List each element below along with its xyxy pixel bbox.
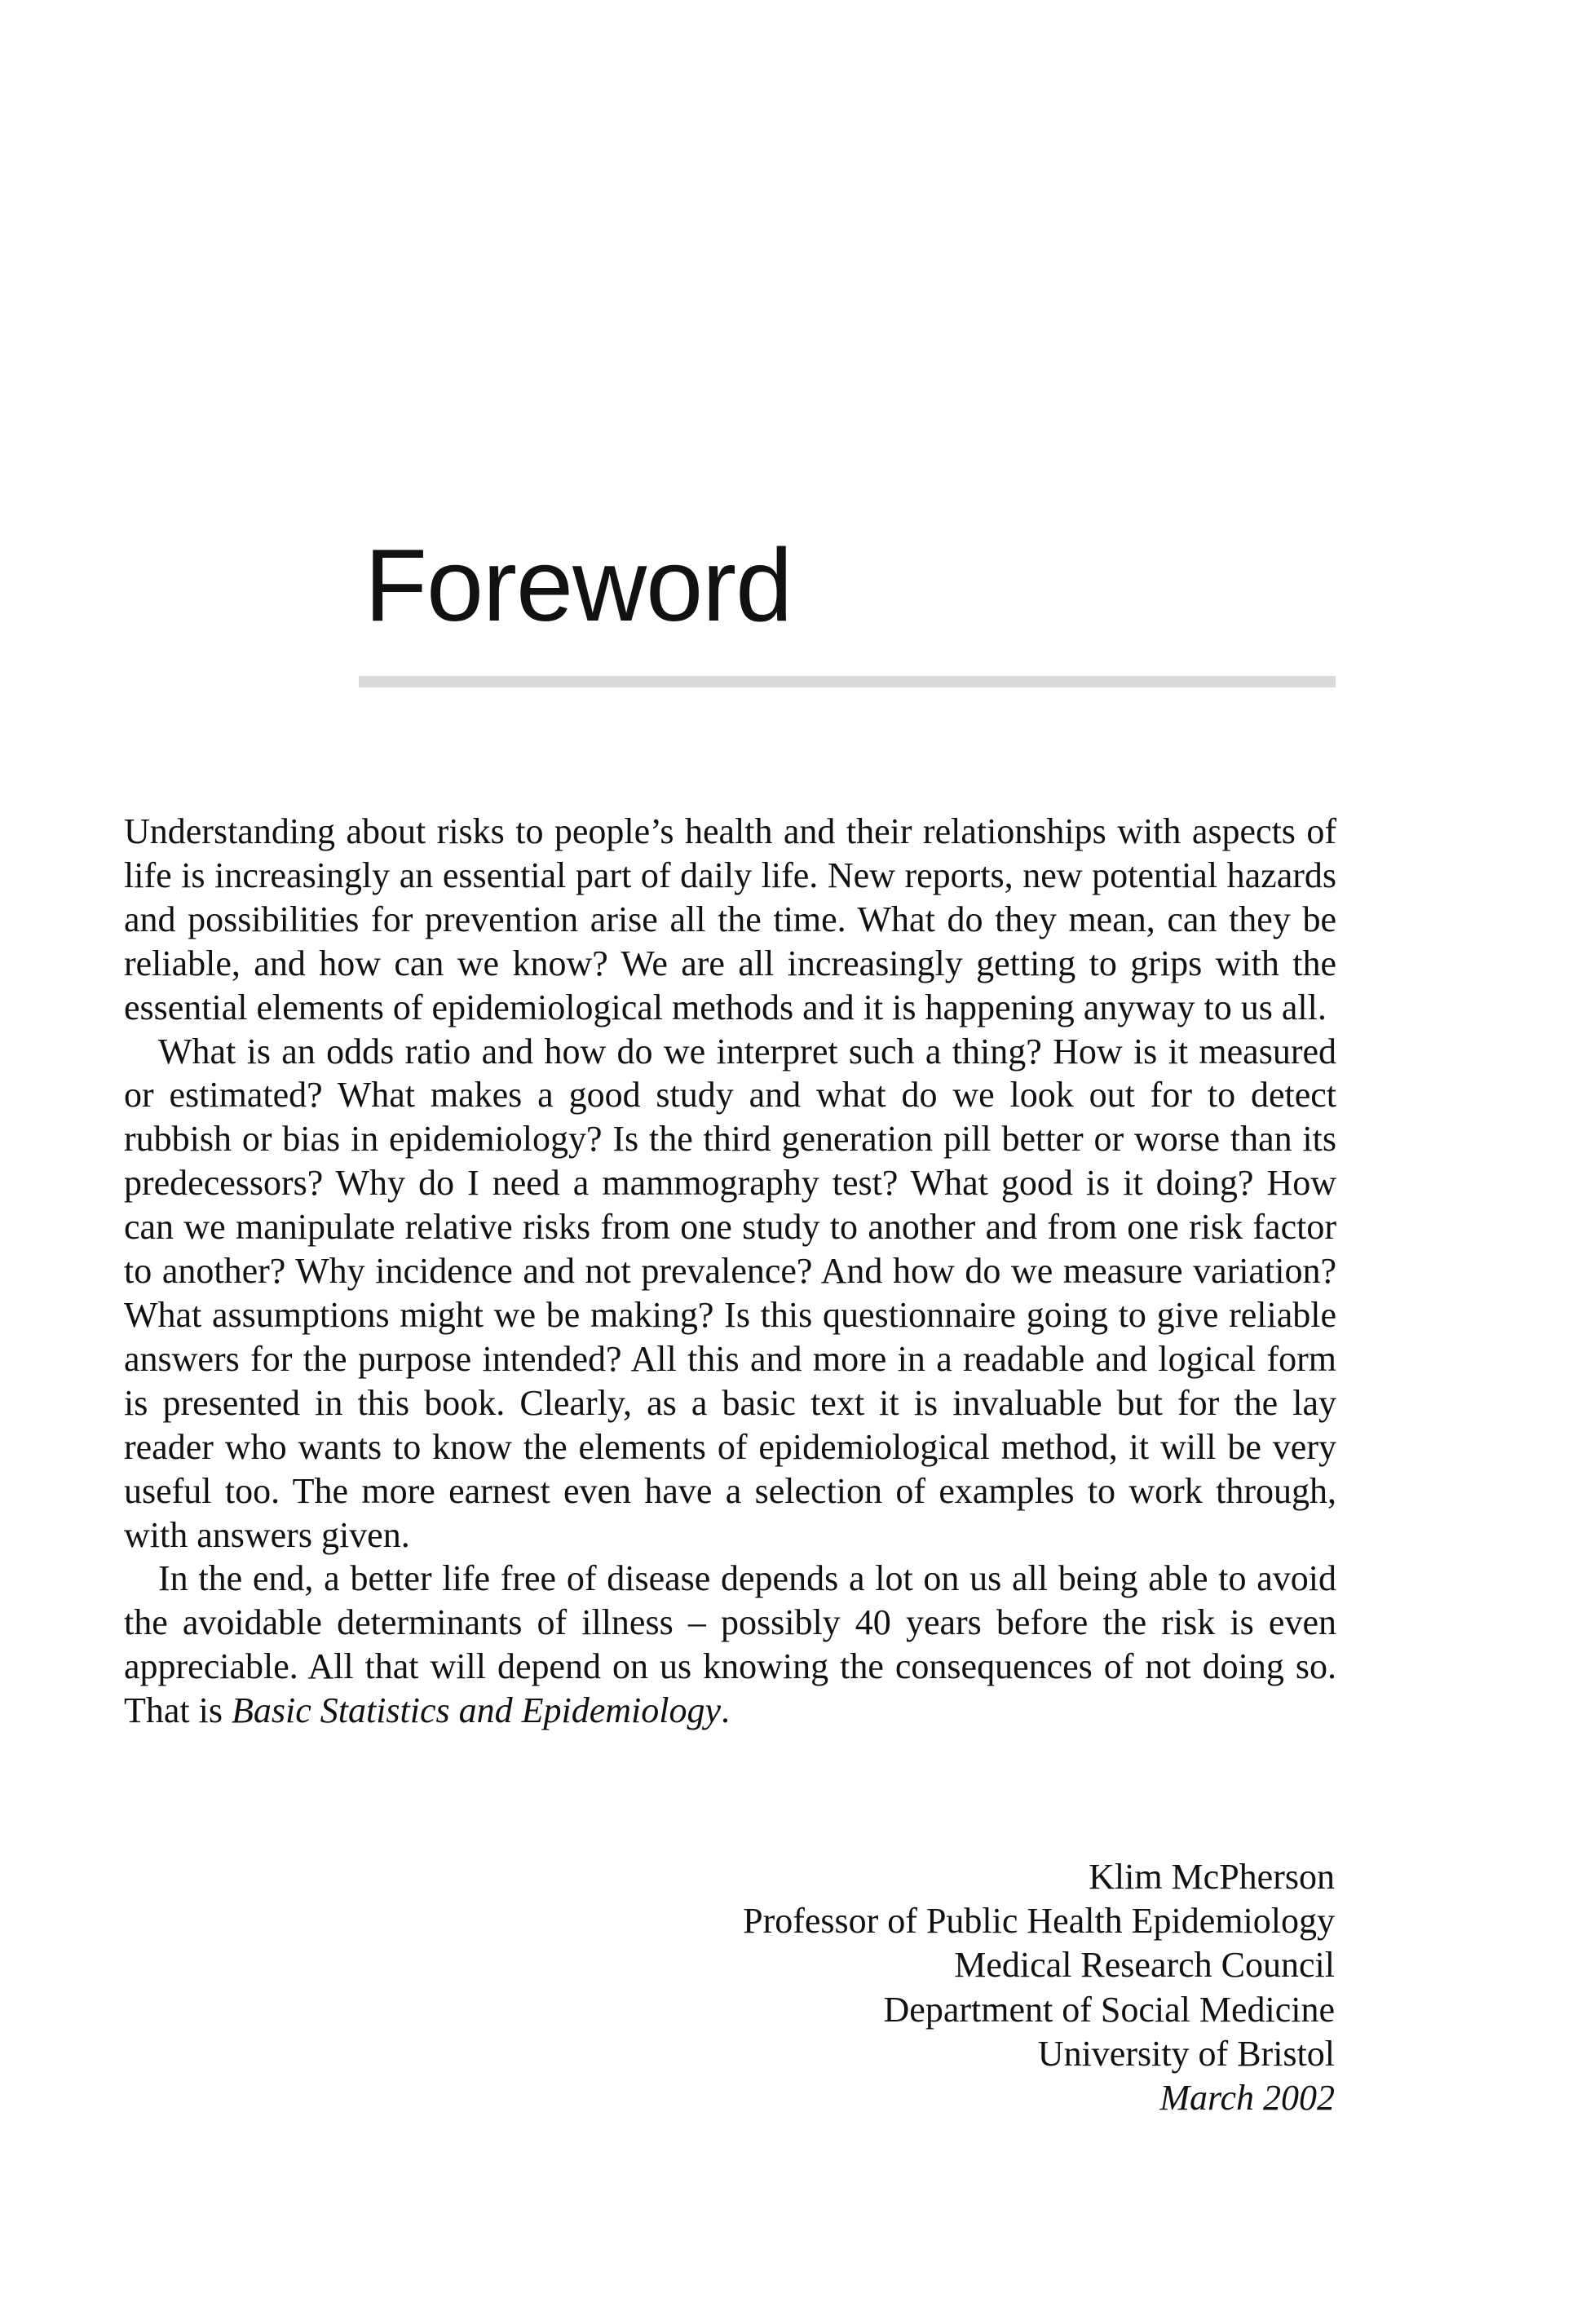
page-title: Foreword [364,528,793,643]
paragraph-1: Understanding about risks to people’s health and their relationships with aspects of life is increasingly an essential part of daily life. New reports, new potential hazards and possibilities for prevention arise all the time. What do they mean, can they be reliable, and how can we know? We are all increasingly getting to grips with the essential elements of epidemiological methods and it is happening anyway to us all. [124,811,1336,1027]
book-title: Basic Statistics and Epidemiology [231,1690,722,1731]
paragraph-2: What is an odds ratio and how do we interpret such a thing? How is it measured or estimated? What makes a good study and what do we look out for to detect rubbish or bias in epidemiology? Is the third generation pill better or worse than its predecessors? Why do I need a mammography test? What good is it doing? How can we manipulate relative risks from one study to another and from one risk factor to another? Why incidence and not prevalence? And how do we measure variation? What assumptions might we be making? Is this questionnaire going to give reliable answers for the purpose intended? All this and more in a readable and logical form is presented in this book. Clearly, as a basic text it is invaluable but for the lay reader who wants to know the elements of epidemiological method, it will be very useful too. The more earnest even have a selection of examples to work through, with answers given. [124,1031,1336,1555]
paragraph-3 [124,1557,1336,1733]
signature-date-text: March 2002 [1159,2078,1335,2119]
author-position: Professor of Public Health Epidemiology [743,1901,1335,1942]
paragraph-3-end: . [721,1690,731,1731]
signature-date [743,2076,1335,2120]
foreword-body [124,810,1336,1733]
paragraph-3-text: In the end, a better life free of disease depends a lot on us all being able to avoid the avoidable determinants of illness – possibly 40 years before the risk is even appreciable. All that will depend on us knowing the consequences of not doing so. That is [124,1558,1336,1731]
title-divider [359,676,1336,687]
author-name: Klim McPherson [1089,1857,1335,1897]
author-university: University of Bristol [1037,2033,1335,2074]
author-organisation: Medical Research Council [954,1945,1335,1986]
signature-block [743,1855,1335,2120]
author-department: Department of Social Medicine [883,1989,1335,2030]
